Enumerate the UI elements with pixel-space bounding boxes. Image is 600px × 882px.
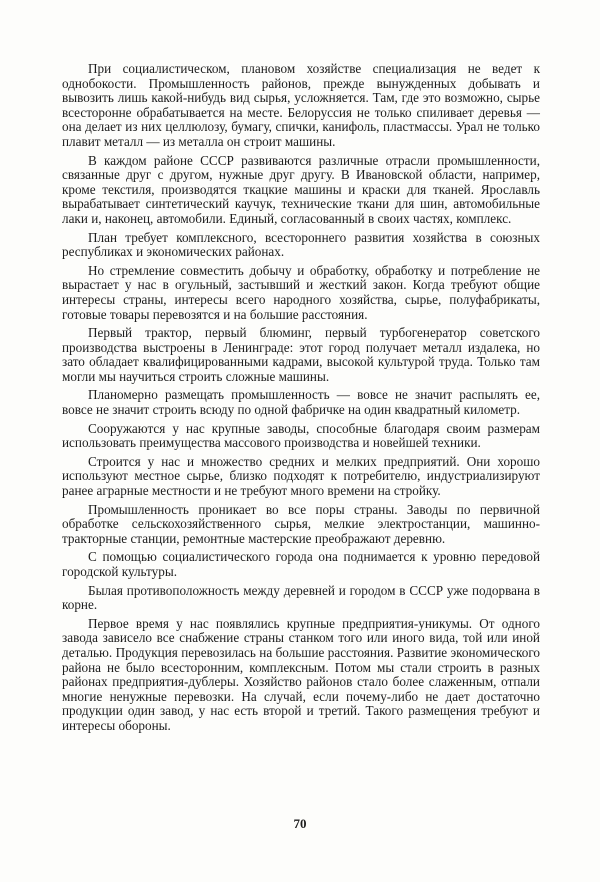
paragraph: План требует комплексного, всестороннего развития хозяйства в союзных республиках и экономических районах.	[62, 229, 540, 260]
paragraph: Строится у нас и множество средних и мелких предприятий. Они хорошо используют местное сырье, близко подходят к потребителю, индустриализируют ранее аграрные местности и не требуют много времени на стройку.	[62, 453, 540, 499]
paragraph: При социалистическом, плановом хозяйстве специализация не ведет к однобокости. Промышленность районов, прежде вынужденных добывать и вывозить лишь какой-нибудь вид сырья, усложняется. Там, где это возможно, сырье всесторонне обрабатывается на месте. Белоруссия не только спиливает деревья — она делает из них целлюлозу, бумагу, спички, канифоль, пластмассы. Урал не только плавит металл — из металла он строит машины.	[62, 61, 540, 149]
paragraph: Первое время у нас появлялись крупные предприятия-уникумы. От одного завода зависело все снабжение страны станком того или иного вида, той или иной деталью. Продукция перевозилась на большие расстояния. Развитие экономического района не было всесторонним, комплексным. Потом мы стали строить в разных районах предприятия-дублеры. Хозяйство районов стало более слаженным, отпали многие ненужные перевозки. На случай, если почему-либо не дает достаточно продукции один завод, у нас есть второй и третий. Такого размещения требуют и интересы обороны.	[62, 615, 540, 733]
page-number: 70	[293, 816, 307, 831]
body-text	[62, 62, 540, 734]
paragraph: Сооружаются у нас крупные заводы, способные благодаря своим размерам использовать преимущества массового производства и новейшей техники.	[62, 420, 540, 451]
paragraph: С помощью социалистического города она поднимается к уровню передовой городской культуры.	[62, 549, 540, 579]
paragraph: В каждом районе СССР развиваются различные отрасли промышленности, связанные друг с другом, нужные друг другу. В Ивановской области, например, кроме текстиля, производятся ткацкие машины и краски для тканей. Ярославль вырабатывает синтетический каучук, технические ткани для шин, автомобильные лаки и, наконец, автомобили. Единый, согласованный в своих частях, комплекс.	[62, 152, 540, 226]
paragraph: Планомерно размещать промышленность — вовсе не значит распылять ее, вовсе не значит строить всюду по одной фабричке на один квадратный километр.	[62, 387, 540, 418]
paragraph: Былая противоположность между деревней и городом в СССР уже подорвана в корне.	[62, 582, 540, 613]
paragraph: Промышленность проникает во все поры страны. Заводы по первичной обработке сельскохозяйственного сырья, мелкие электростанции, машинно-тракторные станции, ремонтные мастерские преображают деревню.	[62, 501, 540, 546]
paragraph: Первый трактор, первый блюминг, первый турбогенератор советского производства выстроены в Ленинграде: этот город получает металл издалека, но зато обладает квалифицированными кадрами, высокой культурой труда. Только там могли мы научиться строить сложные машины.	[62, 325, 540, 384]
paragraph: Но стремление совместить добычу и обработку, обработку и потребление не вырастает у нас в огульный, застывший и жесткий закон. Когда требуют общие интересы страны, интересы всего народного хозяйства, сырье, полуфабрикаты, готовые товары перевозятся и на большие расстояния.	[62, 262, 540, 322]
